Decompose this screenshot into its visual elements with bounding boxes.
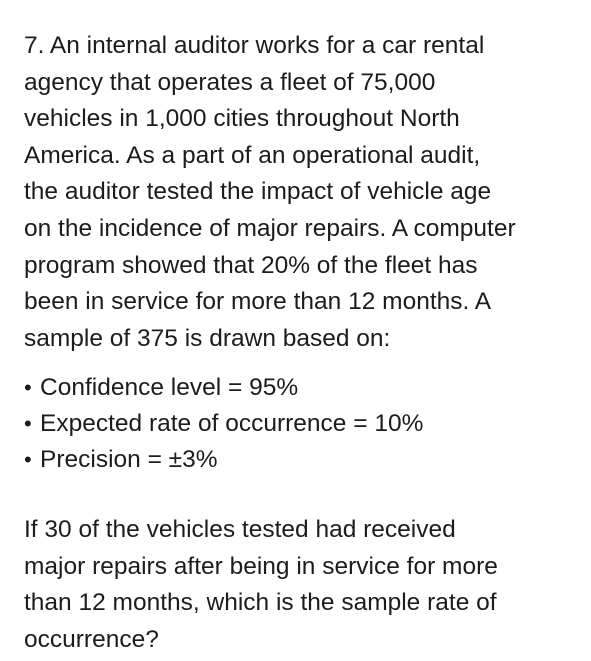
prompt-paragraph	[24, 512, 498, 658]
criteria-expected-rate: Expected rate of occurrence = 10%	[40, 410, 424, 437]
prompt-line: occurrence?	[24, 625, 159, 653]
question-line: been in service for more than 12 months. A	[24, 288, 492, 316]
list-item	[24, 406, 423, 442]
question-line: America. As a part of an operational audit,	[24, 141, 481, 169]
prompt-line: If 30 of the vehicles tested had received	[24, 516, 456, 543]
question-line: sample of 375 is drawn based on:	[24, 324, 391, 352]
bullet-icon: •	[24, 375, 32, 400]
question-line: on the incidence of major repairs. A computer	[24, 214, 516, 242]
criteria-list	[24, 370, 423, 478]
list-item	[24, 370, 423, 406]
bullet-icon: •	[24, 411, 32, 436]
question-line: program showed that 20% of the fleet has	[24, 251, 478, 279]
bullet-icon: •	[24, 447, 32, 472]
list-item	[24, 442, 423, 478]
question-paragraph	[24, 28, 576, 357]
prompt-line: major repairs after being in service for more	[24, 552, 498, 580]
criteria-confidence-level: Confidence level = 95%	[40, 374, 299, 401]
question-line: the auditor tested the impact of vehicle age	[24, 178, 492, 206]
criteria-precision: Precision = ±3%	[40, 446, 218, 473]
question-line: 7. An internal auditor works for a car rental	[24, 32, 485, 59]
question-card	[24, 28, 576, 653]
question-line: vehicles in 1,000 cities throughout North	[24, 105, 460, 133]
prompt-line: than 12 months, which is the sample rate of	[24, 589, 497, 617]
question-line: agency that operates a fleet of 75,000	[24, 68, 436, 96]
